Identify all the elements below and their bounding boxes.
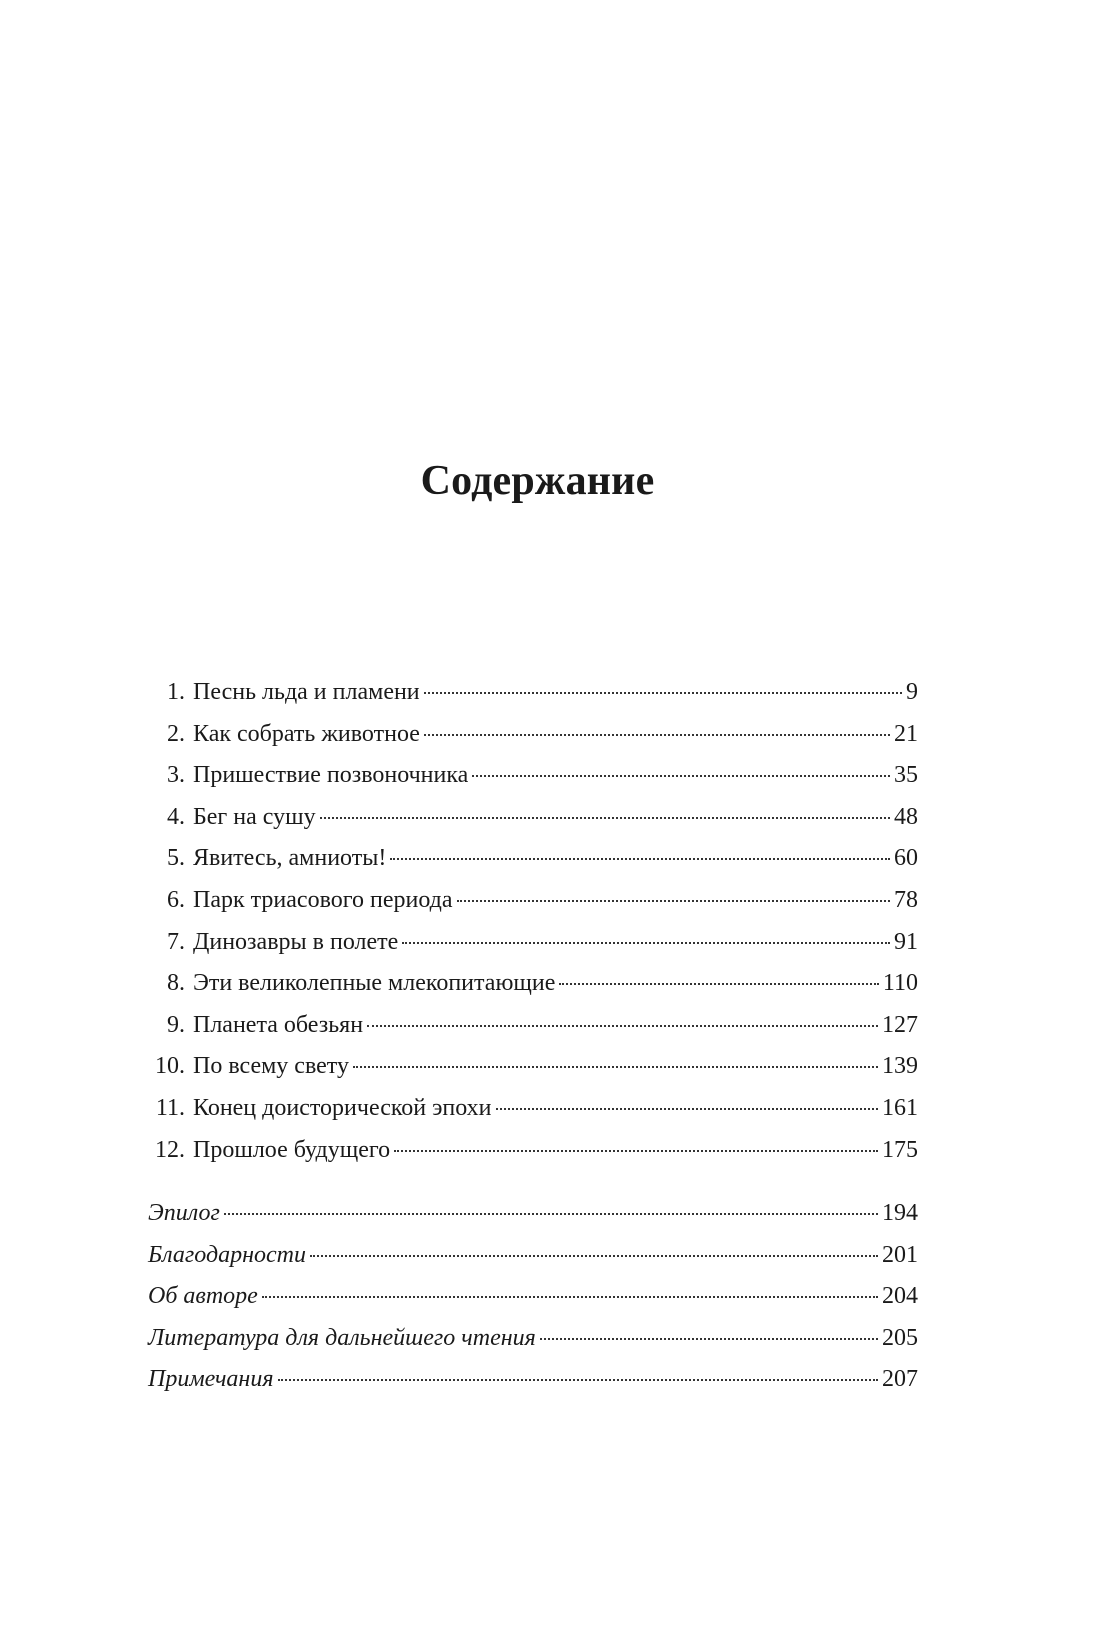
chapter-title: Прошлое будущего [193,1136,391,1163]
page-number: 204 [882,1283,918,1310]
toc-entry-epilogue[interactable] [148,1193,918,1235]
toc-entry-chapter-4[interactable] [148,797,918,839]
dot-leader [224,1213,878,1215]
page-number: 91 [894,928,918,955]
dot-leader [320,817,890,819]
section-title: Благодарности [148,1241,306,1268]
chapter-title: Эти великолепные млекопитающие [193,970,556,997]
dot-leader [278,1379,879,1381]
chapter-number: 9. [167,1011,185,1038]
dot-leader [390,858,890,860]
chapter-number: 3. [167,762,185,789]
chapter-title: Песнь льда и пламени [193,679,420,705]
page-number: 175 [882,1136,918,1163]
chapter-number: 10. [155,1053,185,1080]
page-title: Содержание [420,458,655,505]
page-number: 9 [906,679,918,705]
page-number: 201 [882,1241,918,1268]
toc-entry-notes[interactable] [148,1359,918,1401]
chapter-title: Парк триасового периода [193,886,453,913]
toc-entry-chapter-7[interactable] [148,922,918,964]
toc-entry-chapter-10[interactable] [148,1046,918,1088]
dot-leader [353,1066,878,1068]
dot-leader [262,1296,878,1298]
toc-entry-about-author[interactable] [148,1276,918,1318]
dot-leader [496,1108,878,1110]
chapter-number: 2. [167,720,185,747]
page-number: 205 [882,1324,918,1351]
page-number: 194 [882,1200,918,1226]
dot-leader [559,983,879,985]
dot-leader [367,1025,878,1027]
page-number: 139 [882,1053,918,1080]
toc-entry-chapter-12[interactable] [148,1130,918,1172]
dot-leader [424,692,902,694]
page-number: 110 [882,970,918,997]
chapter-title: Конец доисторической эпохи [193,1094,492,1121]
chapter-title: Явитесь, амниоты! [193,845,387,872]
page-number: 127 [882,1011,918,1038]
page-number: 48 [894,803,918,830]
toc-entry-chapter-11[interactable] [148,1088,918,1130]
chapter-number: 4. [167,803,185,830]
dot-leader [394,1150,878,1152]
section-title: Об авторе [148,1283,258,1310]
chapter-title: По всему свету [193,1053,349,1080]
chapter-title: Динозавры в полете [193,928,399,955]
toc-entry-chapter-9[interactable] [148,1005,918,1047]
chapter-number: 5. [167,845,185,872]
page-number: 35 [894,762,918,789]
dot-leader [540,1338,878,1340]
dot-leader [424,734,890,736]
table-of-contents [148,672,918,1171]
toc-entry-chapter-1[interactable] [148,672,918,714]
chapter-number: 8. [167,970,185,997]
page-number: 60 [894,845,918,872]
toc-entry-chapter-6[interactable] [148,880,918,922]
page-number: 161 [882,1094,918,1121]
dot-leader [310,1255,878,1257]
dot-leader [457,900,891,902]
toc-entry-chapter-5[interactable] [148,838,918,880]
chapter-title: Планета обезьян [193,1011,364,1038]
chapter-number: 6. [167,886,185,913]
page-number: 207 [882,1366,918,1393]
chapter-number: 1. [167,679,185,705]
toc-entry-further-reading[interactable] [148,1318,918,1360]
section-title: Литература для дальнейшего чтения [148,1324,536,1351]
dot-leader [472,775,890,777]
chapter-number: 7. [167,928,185,955]
page-number: 21 [894,720,918,747]
chapter-title: Как собрать животное [193,720,420,747]
section-title: Эпилог [148,1200,220,1226]
page-number: 78 [894,886,918,913]
back-matter-list [148,1193,918,1401]
chapter-title: Бег на сушу [193,803,316,830]
chapter-number: 12. [155,1136,185,1163]
chapter-title: Пришествие позвоночника [193,762,469,789]
toc-entry-acknowledgements[interactable] [148,1235,918,1277]
chapter-number: 11. [155,1094,185,1121]
section-title: Примечания [148,1366,274,1393]
dot-leader [402,942,890,944]
toc-entry-chapter-2[interactable] [148,714,918,756]
toc-entry-chapter-3[interactable] [148,755,918,797]
toc-entry-chapter-8[interactable] [148,963,918,1005]
